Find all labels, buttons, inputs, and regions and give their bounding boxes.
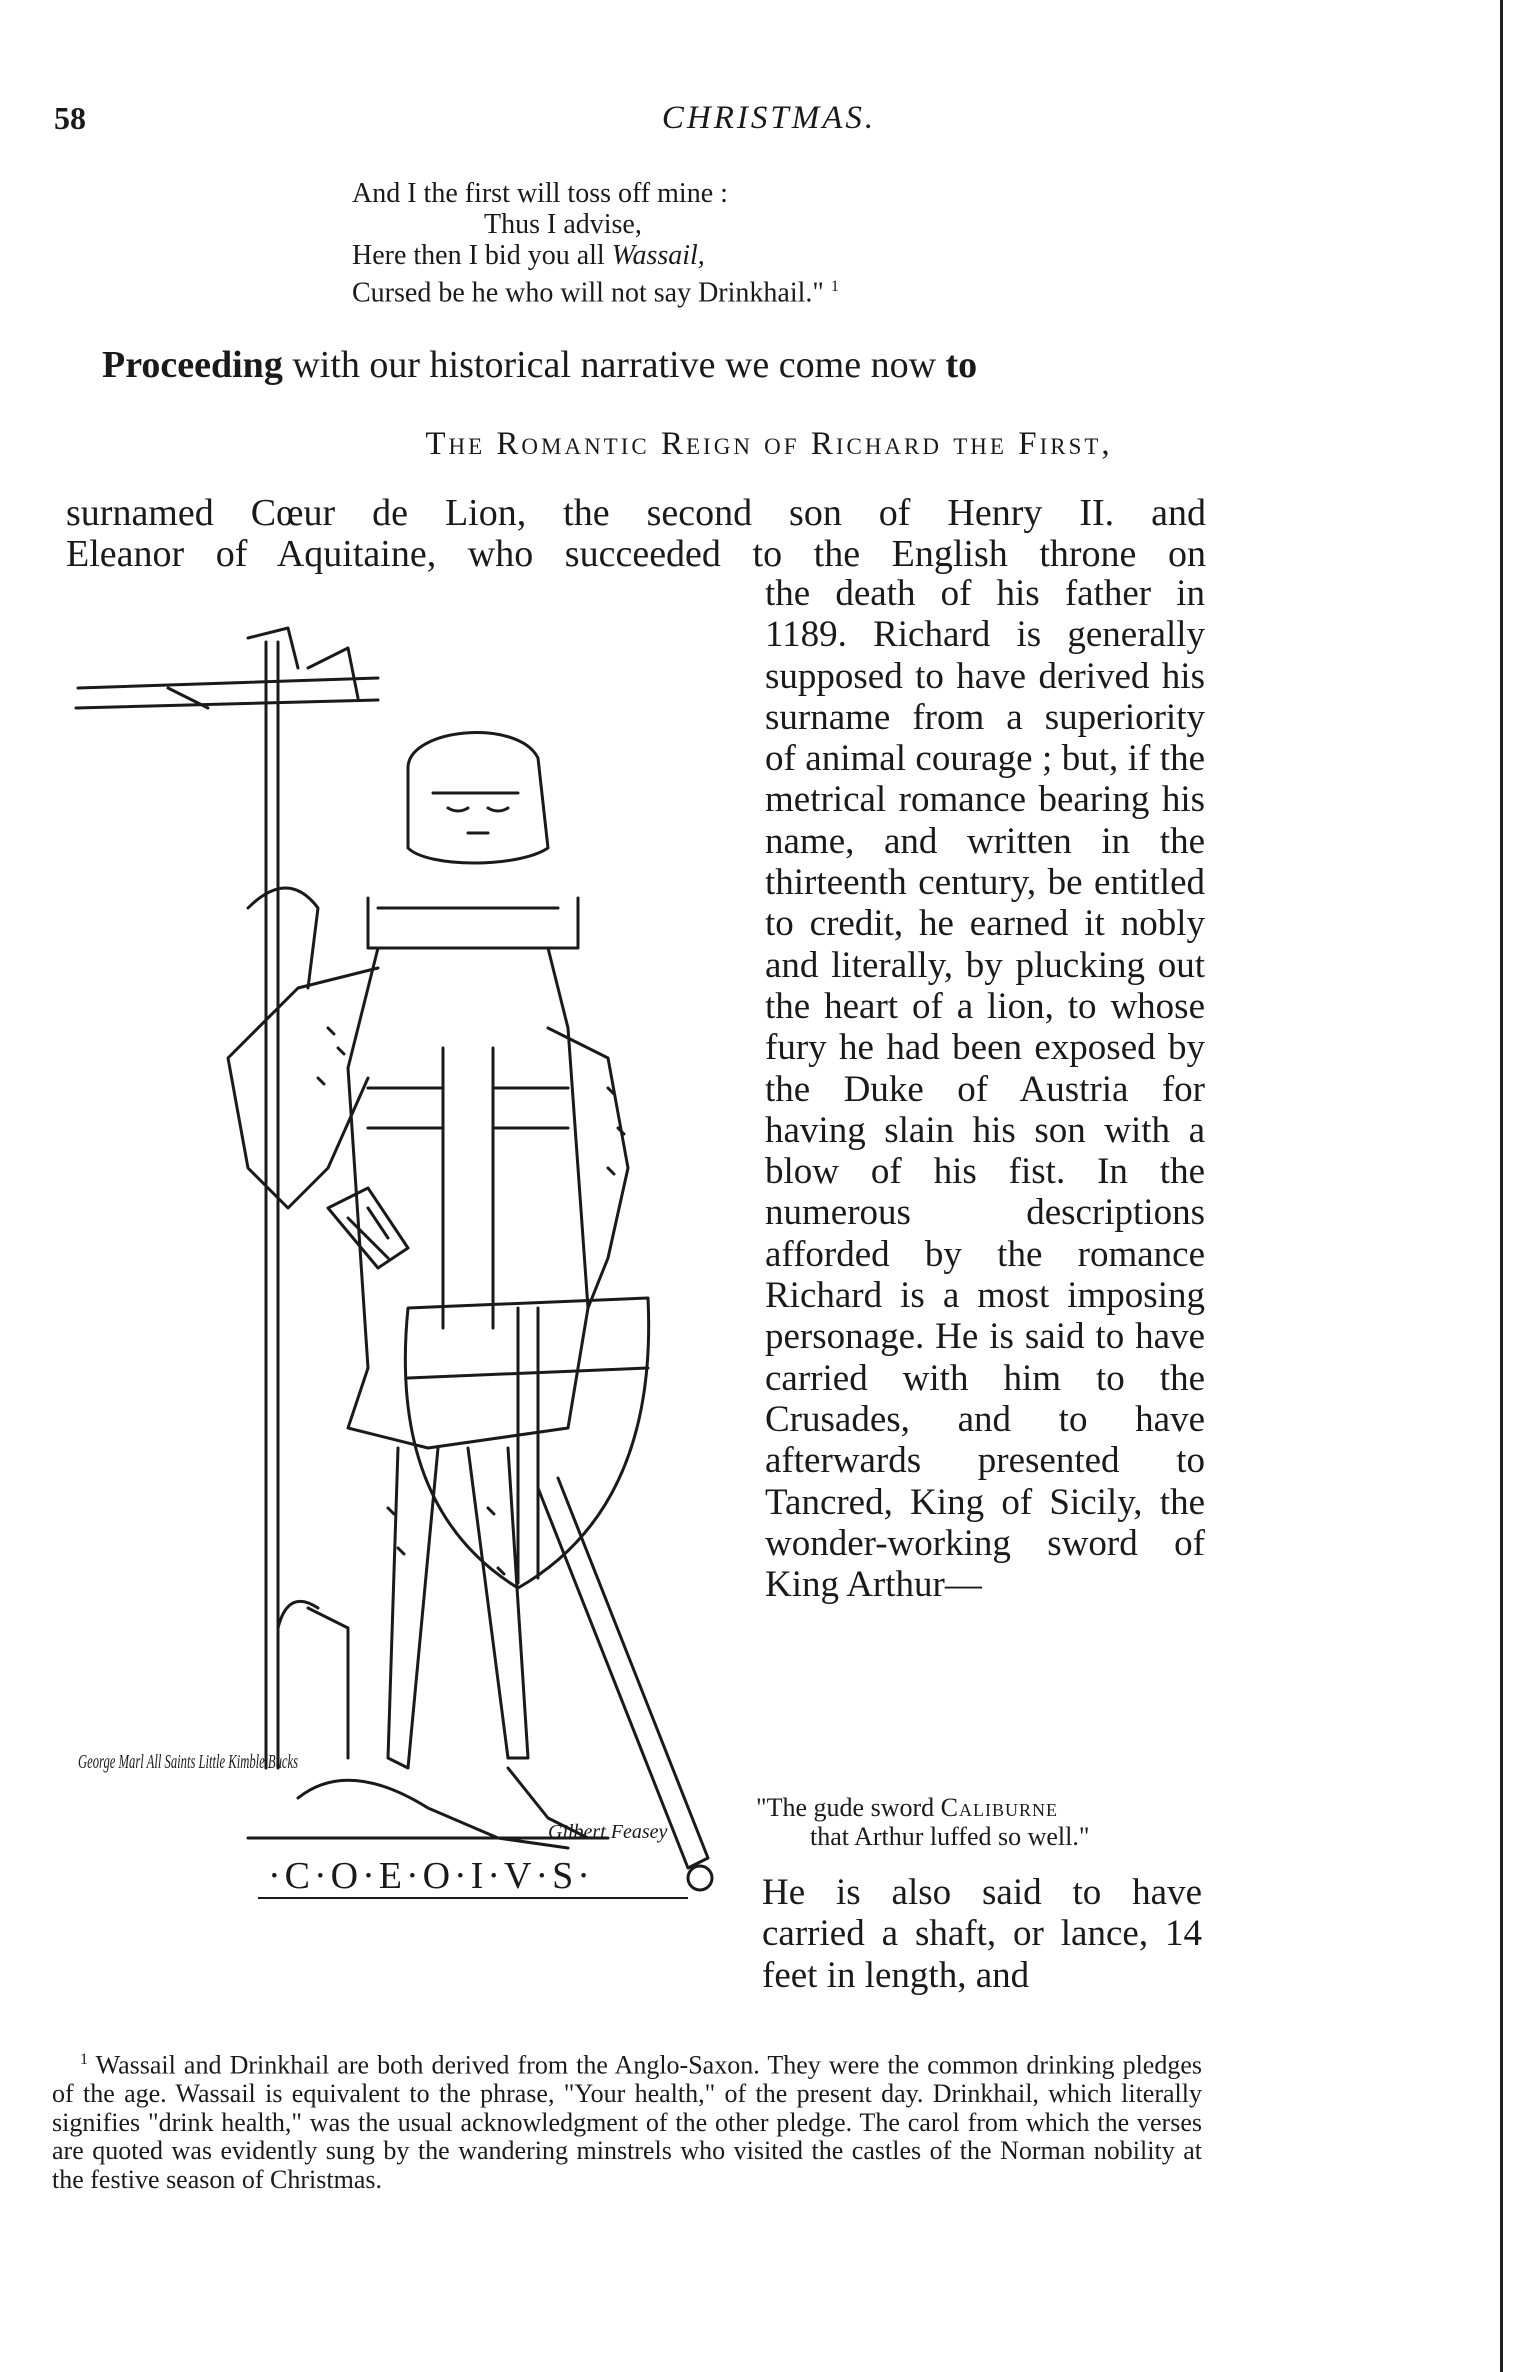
quote-caps-word: Caliburne	[940, 1793, 1058, 1822]
verse-line-4-text: Cursed be he who will not say Drinkhail."	[352, 277, 824, 309]
running-title: CHRISTMAS.	[661, 100, 877, 136]
verse-line-3-text: Here then I bid you all	[352, 240, 612, 271]
verse-line-3	[352, 240, 839, 271]
verse-line-2: Thus I advise,	[484, 209, 642, 240]
quote-block	[756, 1793, 1089, 1851]
lead-middle-text: with our historical narrative we come now	[282, 344, 946, 386]
quote-line-1-text: "The gude sword	[756, 1793, 941, 1822]
body-after-quote: He is also said to have carried a shaft, or lance, 14 feet in length, and	[762, 1872, 1202, 1996]
footnote-reference: 1	[830, 278, 839, 295]
section-heading: The Romantic Reign of Richard the First,	[425, 426, 1113, 462]
quote-line-2: that Arthur luffed so well."	[810, 1822, 1090, 1851]
body-line-2: Eleanor of Aquitaine, who succeeded to the English throne on	[66, 533, 1206, 575]
body-column-text: the death of his father in 1189. Richard is generally supposed to have derived his surname from a superiority of animal courage ; but, if the metrical romance bearing his name, and written in the thirteenth century, be entitled to credit, he earned it nobly and literally, by plucking out the heart of a lion, to whose fury he had been exposed by the Duke of Austria for having slain his son with a blow of his fist. In the numerous descriptions afforded by the romance Richard is a most imposing personage. He is said to have carried with him to the Crusades, and to have afterwards presented to Tancred, King of Sicily, the wonder-working sword of King Arthur—	[765, 573, 1205, 1606]
lead-paragraph	[102, 343, 977, 387]
body-line-1: surnamed Cœur de Lion, the second son of Henry II. and	[66, 492, 1206, 534]
footnote-text: Wassail and Drinkhail are both derived from the Anglo-Saxon. They were the common drinking pledges of the age. Wassail is equivalent to the phrase, "Your health," of the present day. Drinkhail, which literally signifies "drink health," was the usual acknowledgment of the other pledge. The carol from which the verses are quoted was evidently sung by the wandering minstrels who visited the castles of the Norman nobility at the festive season of Christmas.	[52, 2050, 1202, 2194]
knight-illustration	[48, 608, 748, 1948]
verse-line-3-italic: Wassail,	[611, 240, 705, 271]
verse-block	[352, 178, 839, 308]
verse-line-4	[352, 271, 839, 308]
left-signature: George Marl All Saints Little Kimble Bucks	[78, 1751, 299, 1773]
footnote-marker: 1	[80, 2051, 88, 2068]
page-edge-line	[1500, 0, 1503, 2372]
right-signature: Gilbert Feasey	[548, 1821, 668, 1843]
footnote-paragraph	[52, 2046, 1202, 2194]
inscription-text: ·C·O·E·O·I·V·S·	[268, 1855, 594, 1897]
quote-line-1	[756, 1793, 1089, 1822]
footnote	[52, 2046, 1202, 2194]
lead-first-word: Proceeding	[102, 344, 283, 386]
lead-last-word: to	[945, 344, 978, 386]
verse-line-1: And I the first will toss off mine :	[352, 178, 728, 209]
page-number: 58	[54, 100, 86, 136]
